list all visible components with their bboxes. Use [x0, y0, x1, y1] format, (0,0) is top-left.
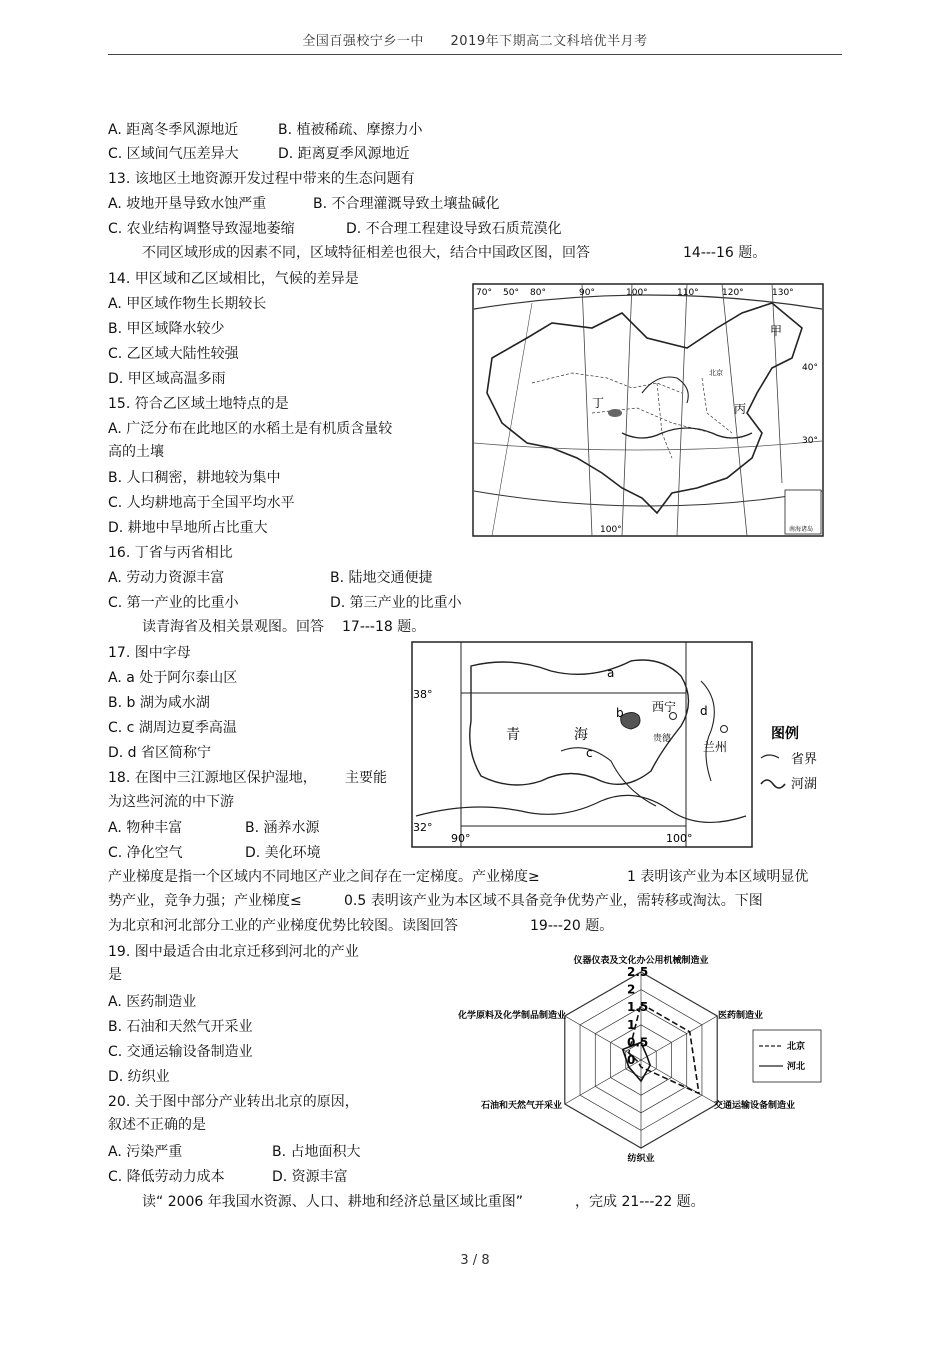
q12-option-c: C. 区域间气压差异大 — [108, 146, 239, 162]
page-header — [0, 30, 950, 49]
region-label-ding: 丁 — [592, 396, 605, 410]
q18-option-b: B. 涵养水源 — [245, 820, 320, 836]
intro-14-16-range: 14---16 题。 — [683, 245, 767, 261]
china-political-map — [472, 283, 824, 537]
lon-label-bottom-100: 100° — [600, 525, 622, 535]
page-number: 3 / 8 — [460, 1253, 490, 1268]
q20-option-d: D. 资源丰富 — [272, 1169, 348, 1185]
industry-gradient-radar-chart — [428, 948, 833, 1170]
q17-option-d: D. d 省区简称宁 — [108, 745, 212, 761]
lon-label-90: 90° — [579, 288, 595, 298]
q14-option-a: A. 甲区域作物生长期较长 — [108, 296, 267, 312]
q15-option-d: D. 耕地中旱地所占比重大 — [108, 520, 268, 536]
map-letter-d: d — [700, 704, 708, 718]
radar-axis-label-transport: 交通运输设备制造业 — [714, 1101, 796, 1111]
region-label-bing: 丙 — [734, 402, 747, 416]
map-label-hai: 海 — [574, 727, 588, 743]
q14-option-c: C. 乙区域大陆性较强 — [108, 346, 239, 362]
radar-tick-label: 0.5 — [627, 1035, 649, 1050]
q12-option-d: D. 距离夏季风源地近 — [278, 146, 410, 162]
q12-option-a: A. 距离冬季风源地近 — [108, 122, 239, 138]
lat-label-38: 38° — [413, 688, 433, 701]
header-school: 全国百强校宁乡一中 — [302, 34, 424, 49]
radar-tick-label: 2 — [627, 982, 636, 997]
radar-tick-label: 1 — [627, 1017, 636, 1032]
radar-legend-beijing: 北京 — [787, 1042, 806, 1052]
q18-option-c: C. 净化空气 — [108, 845, 183, 861]
radar-spoke — [641, 1016, 717, 1060]
header-rule — [108, 54, 842, 55]
q19-option-b: B. 石油和天然气开采业 — [108, 1019, 253, 1035]
q19-option-a: A. 医药制造业 — [108, 994, 197, 1010]
lat-label-32: 32° — [413, 821, 433, 834]
lat-label-40: 40° — [802, 363, 818, 373]
q16-option-d: D. 第三产业的比重小 — [330, 595, 462, 611]
q14-option-b: B. 甲区域降水较少 — [108, 321, 225, 337]
radar-spoke — [641, 1060, 717, 1104]
q13-option-c: C. 农业结构调整导致湿地萎缩 — [108, 221, 295, 237]
q13-option-b: B. 不合理灌溉导致土壤盐碱化 — [313, 196, 500, 212]
intro-14-16: 不同区域形成的因素不同，区域特征相差也很大，结合中国政区图，回答 — [142, 245, 590, 261]
q15-stem: 15. 符合乙区域土地特点的是 — [108, 396, 289, 412]
intro-19-20-a: 产业梯度是指一个区域内不同地区产业之间存在一定梯度。产业梯度≥ — [108, 869, 540, 885]
q14-option-d: D. 甲区域高温多雨 — [108, 371, 226, 387]
q19-stem: 19. 图中最适合由北京迁移到河北的产业 — [108, 944, 359, 960]
q18-option-a: A. 物种丰富 — [108, 820, 183, 836]
city-label-beijing: 北京 — [709, 369, 723, 377]
q17-stem: 17. 图中字母 — [108, 645, 191, 661]
lon-label-80: 80° — [530, 288, 546, 298]
lon-label-90: 90° — [451, 832, 471, 845]
q18-stem: 18. 在图中三江源地区保护湿地， — [108, 770, 317, 786]
map-label-xining: 西宁 — [652, 700, 677, 714]
q14-stem: 14. 甲区域和乙区域相比，气候的差异是 — [108, 271, 359, 287]
q19-stem-cont: 是 — [108, 967, 122, 983]
q16-stem: 16. 丁省与丙省相比 — [108, 545, 233, 561]
qinghai-map-legend — [755, 720, 835, 800]
intro-17-18-range: 17---18 题。 — [342, 619, 426, 635]
qinghai-map — [411, 641, 753, 848]
q13-option-a: A. 坡地开垦导致水蚀严重 — [108, 196, 267, 212]
legend-rivers-lakes: 河湖 — [791, 777, 818, 792]
q19-option-d: D. 纺织业 — [108, 1069, 170, 1085]
lon-label-110: 110° — [677, 288, 699, 298]
radar-axis-label-textile: 纺织业 — [627, 1154, 655, 1164]
intro-19-20-d: 0.5 表明该产业为本区域不具备竞争优势产业，需转移或淘汰。下图 — [344, 893, 763, 909]
q15-option-a-cont: 高的土壤 — [108, 444, 164, 460]
header-exam: 2019年下期高二文科培优半月考 — [450, 34, 648, 49]
lon-label-130: 130° — [772, 288, 794, 298]
q17-option-c: C. c 湖周边夏季高温 — [108, 720, 237, 736]
q15-option-b: B. 人口稠密，耕地较为集中 — [108, 470, 281, 486]
q18-stem-cont: 为这些河流的中下游 — [108, 794, 234, 810]
region-label-jia: 甲 — [770, 324, 783, 338]
radar-tick-label: 2.5 — [627, 965, 649, 979]
radar-legend-hebei: 河北 — [787, 1062, 806, 1072]
intro-19-20-c: 势产业，竞争力强；产业梯度≤ — [108, 893, 302, 909]
intro-19-20-e: 为北京和河北部分工业的产业梯度优势比较图。读图回答 — [108, 918, 458, 934]
q15-option-c: C. 人均耕地高于全国平均水平 — [108, 495, 295, 511]
q17-option-b: B. b 湖为咸水湖 — [108, 695, 210, 711]
lon-label-100: 100° — [626, 288, 648, 298]
q20-stem-cont: 叙述不正确的是 — [108, 1117, 206, 1133]
map-letter-b: b — [616, 706, 624, 720]
legend-title: 图例 — [771, 726, 799, 742]
lat-label-30: 30° — [802, 436, 818, 446]
q18-stem-b: 主要能 — [345, 770, 387, 786]
q12-option-b: B. 植被稀疏、摩擦力小 — [278, 122, 423, 138]
legend-provincial-border: 省界 — [791, 752, 818, 767]
q16-option-b: B. 陆地交通便捷 — [330, 570, 433, 586]
intro-19-20-b: 1 表明该产业为本区域明显优 — [627, 869, 809, 885]
lon-label-120: 120° — [722, 288, 744, 298]
q15-option-a: A. 广泛分布在此地区的水稻土是有机质含量较 — [108, 421, 393, 437]
q16-option-c: C. 第一产业的比重小 — [108, 595, 239, 611]
radar-axis-label-oil-gas: 石油和天然气开采业 — [480, 1101, 562, 1111]
lon-label-50: 50° — [503, 288, 519, 298]
q13-option-d: D. 不合理工程建设导致石质荒漠化 — [346, 221, 562, 237]
lon-label-70: 70° — [476, 288, 492, 298]
map-label-lanzhou: 兰州 — [703, 740, 728, 754]
radar-tick-label: 1.5 — [627, 1000, 649, 1015]
q20-stem: 20. 关于图中部分产业转出北京的原因， — [108, 1094, 359, 1110]
south-china-sea-inset-label: 南海诸岛 — [789, 526, 814, 533]
intro-21-22: 读“ 2006 年我国水资源、人口、耕地和经济总量区域比重图” — [142, 1194, 524, 1210]
radar-legend-box — [753, 1030, 821, 1082]
radar-axis-label-pharma: 医药制造业 — [718, 1011, 764, 1021]
radar-axis-label-instruments: 仪器仪表及文化办公用机械制造业 — [573, 956, 709, 966]
q20-option-b: B. 占地面积大 — [272, 1144, 361, 1160]
intro-21-22-range: ，完成 21---22 题。 — [575, 1194, 705, 1210]
lon-label-100: 100° — [666, 832, 693, 845]
q13-stem: 13. 该地区土地资源开发过程中带来的生态问题有 — [108, 171, 415, 187]
q18-option-d: D. 美化环境 — [245, 845, 321, 861]
map-letter-a: a — [607, 666, 615, 680]
q20-option-a: A. 污染严重 — [108, 1144, 183, 1160]
map-label-guide: 贵德 — [653, 734, 672, 744]
q20-option-c: C. 降低劳动力成本 — [108, 1169, 225, 1185]
q19-option-c: C. 交通运输设备制造业 — [108, 1044, 253, 1060]
map-letter-c: c — [586, 746, 593, 760]
intro-17-18: 读青海省及相关景观图。回答 — [142, 619, 324, 635]
map-label-qing: 青 — [506, 727, 520, 743]
q17-option-a: A. a 处于阿尔泰山区 — [108, 670, 238, 686]
radar-axis-label-chemicals: 化学原料及化学制品制造业 — [457, 1011, 566, 1021]
q16-option-a: A. 劳动力资源丰富 — [108, 570, 225, 586]
intro-19-20-range: 19---20 题。 — [530, 918, 614, 934]
radar-tick-label: 0 — [627, 1053, 636, 1067]
